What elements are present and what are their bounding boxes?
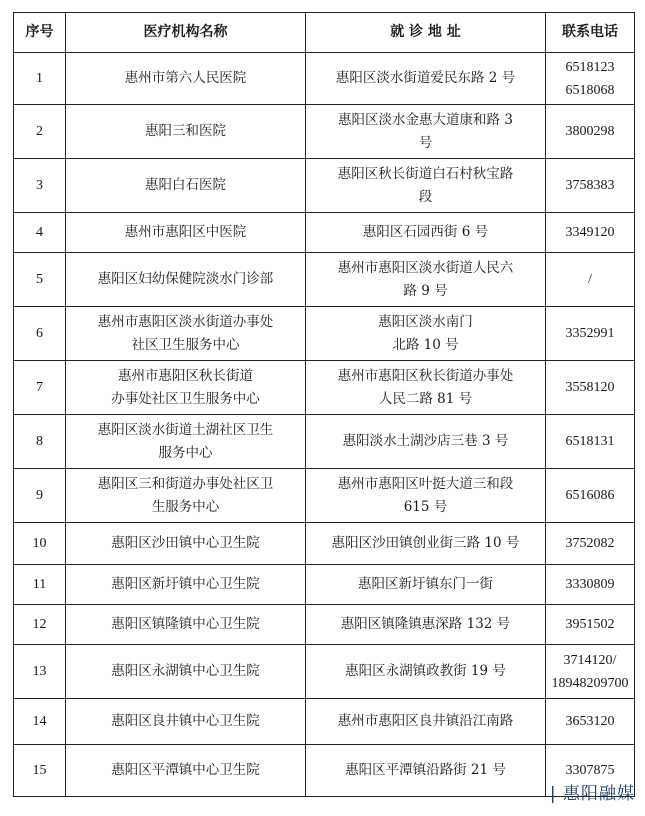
row-no: 14 [14, 699, 66, 745]
row-address: 惠阳区平潭镇沿路街 21 号 [306, 745, 546, 797]
row-name: 惠阳区三和街道办事处社区卫 生服务中心 [66, 469, 306, 523]
table-row [14, 361, 635, 415]
row-name: 惠阳区沙田镇中心卫生院 [66, 523, 306, 565]
table-row [14, 159, 635, 213]
table-row [14, 523, 635, 565]
row-no: 6 [14, 307, 66, 361]
row-name: 惠阳区妇幼保健院淡水门诊部 [66, 253, 306, 307]
row-name: 惠州市惠阳区秋长街道 办事处社区卫生服务中心 [66, 361, 306, 415]
table-row [14, 469, 635, 523]
header-name: 医疗机构名称 [66, 13, 306, 53]
row-no: 11 [14, 565, 66, 605]
row-address: 惠州市惠阳区秋长街道办事处 人民二路 81 号 [306, 361, 546, 415]
row-phone: 3330809 [546, 565, 635, 605]
row-name: 惠阳区新圩镇中心卫生院 [66, 565, 306, 605]
row-address: 惠阳区秋长街道白石村秋宝路 段 [306, 159, 546, 213]
row-no: 4 [14, 213, 66, 253]
row-no: 2 [14, 105, 66, 159]
row-address: 惠阳区沙田镇创业街三路 10 号 [306, 523, 546, 565]
row-address: 惠阳区淡水南门 北路 10 号 [306, 307, 546, 361]
row-address: 惠阳区淡水街道爱民东路 2 号 [306, 53, 546, 105]
table-row [14, 307, 635, 361]
row-name: 惠阳区永湖镇中心卫生院 [66, 645, 306, 699]
row-phone: 6518131 [546, 415, 635, 469]
row-phone: 3558120 [546, 361, 635, 415]
table-row [14, 213, 635, 253]
row-phone: / [546, 253, 635, 307]
table-header-row [14, 13, 635, 53]
row-address: 惠阳区淡水金惠大道康和路 3 号 [306, 105, 546, 159]
row-name: 惠阳白石医院 [66, 159, 306, 213]
row-no: 7 [14, 361, 66, 415]
row-address: 惠阳区石园西街 6 号 [306, 213, 546, 253]
row-phone: 3714120/ 18948209700 [546, 645, 635, 699]
row-no: 13 [14, 645, 66, 699]
hospital-table [13, 12, 635, 797]
row-name: 惠州市惠阳区淡水街道办事处 社区卫生服务中心 [66, 307, 306, 361]
row-phone: 3349120 [546, 213, 635, 253]
table-row [14, 105, 635, 159]
row-no: 8 [14, 415, 66, 469]
row-name: 惠阳三和医院 [66, 105, 306, 159]
row-phone: 3752082 [546, 523, 635, 565]
row-no: 10 [14, 523, 66, 565]
row-phone: 3352991 [546, 307, 635, 361]
row-no: 12 [14, 605, 66, 645]
row-address: 惠阳区新圩镇东门一街 [306, 565, 546, 605]
table-row [14, 699, 635, 745]
watermark-logo: | 惠阳融媒 [549, 784, 635, 804]
row-no: 9 [14, 469, 66, 523]
row-no: 1 [14, 53, 66, 105]
row-no: 3 [14, 159, 66, 213]
row-phone: 3653120 [546, 699, 635, 745]
table-row [14, 565, 635, 605]
row-name: 惠阳区良井镇中心卫生院 [66, 699, 306, 745]
row-name: 惠阳区淡水街道土湖社区卫生 服务中心 [66, 415, 306, 469]
row-address: 惠阳区镇隆镇惠深路 132 号 [306, 605, 546, 645]
table-row [14, 645, 635, 699]
row-phone: 3758383 [546, 159, 635, 213]
row-address: 惠州市惠阳区良井镇沿江南路 [306, 699, 546, 745]
row-phone: 3951502 [546, 605, 635, 645]
header-phone: 联系电话 [546, 13, 635, 53]
row-no: 15 [14, 745, 66, 797]
row-address: 惠州市惠阳区叶挺大道三和段 615 号 [306, 469, 546, 523]
row-address: 惠阳区永湖镇政教街 19 号 [306, 645, 546, 699]
row-name: 惠阳区平潭镇中心卫生院 [66, 745, 306, 797]
row-name: 惠州市惠阳区中医院 [66, 213, 306, 253]
table-row [14, 745, 635, 797]
row-address: 惠州市惠阳区淡水街道人民六 路 9 号 [306, 253, 546, 307]
table-row [14, 415, 635, 469]
row-address: 惠阳淡水土湖沙店三巷 3 号 [306, 415, 546, 469]
row-no: 5 [14, 253, 66, 307]
row-name: 惠州市第六人民医院 [66, 53, 306, 105]
table-row [14, 53, 635, 105]
table-row [14, 253, 635, 307]
row-phone: 6518123 6518068 [546, 53, 635, 105]
row-phone: 3800298 [546, 105, 635, 159]
row-phone: 6516086 [546, 469, 635, 523]
table-row [14, 605, 635, 645]
row-phone: 3307875 [546, 745, 635, 797]
row-name: 惠阳区镇隆镇中心卫生院 [66, 605, 306, 645]
header-address: 就 诊 地 址 [306, 13, 546, 53]
header-no: 序号 [14, 13, 66, 53]
